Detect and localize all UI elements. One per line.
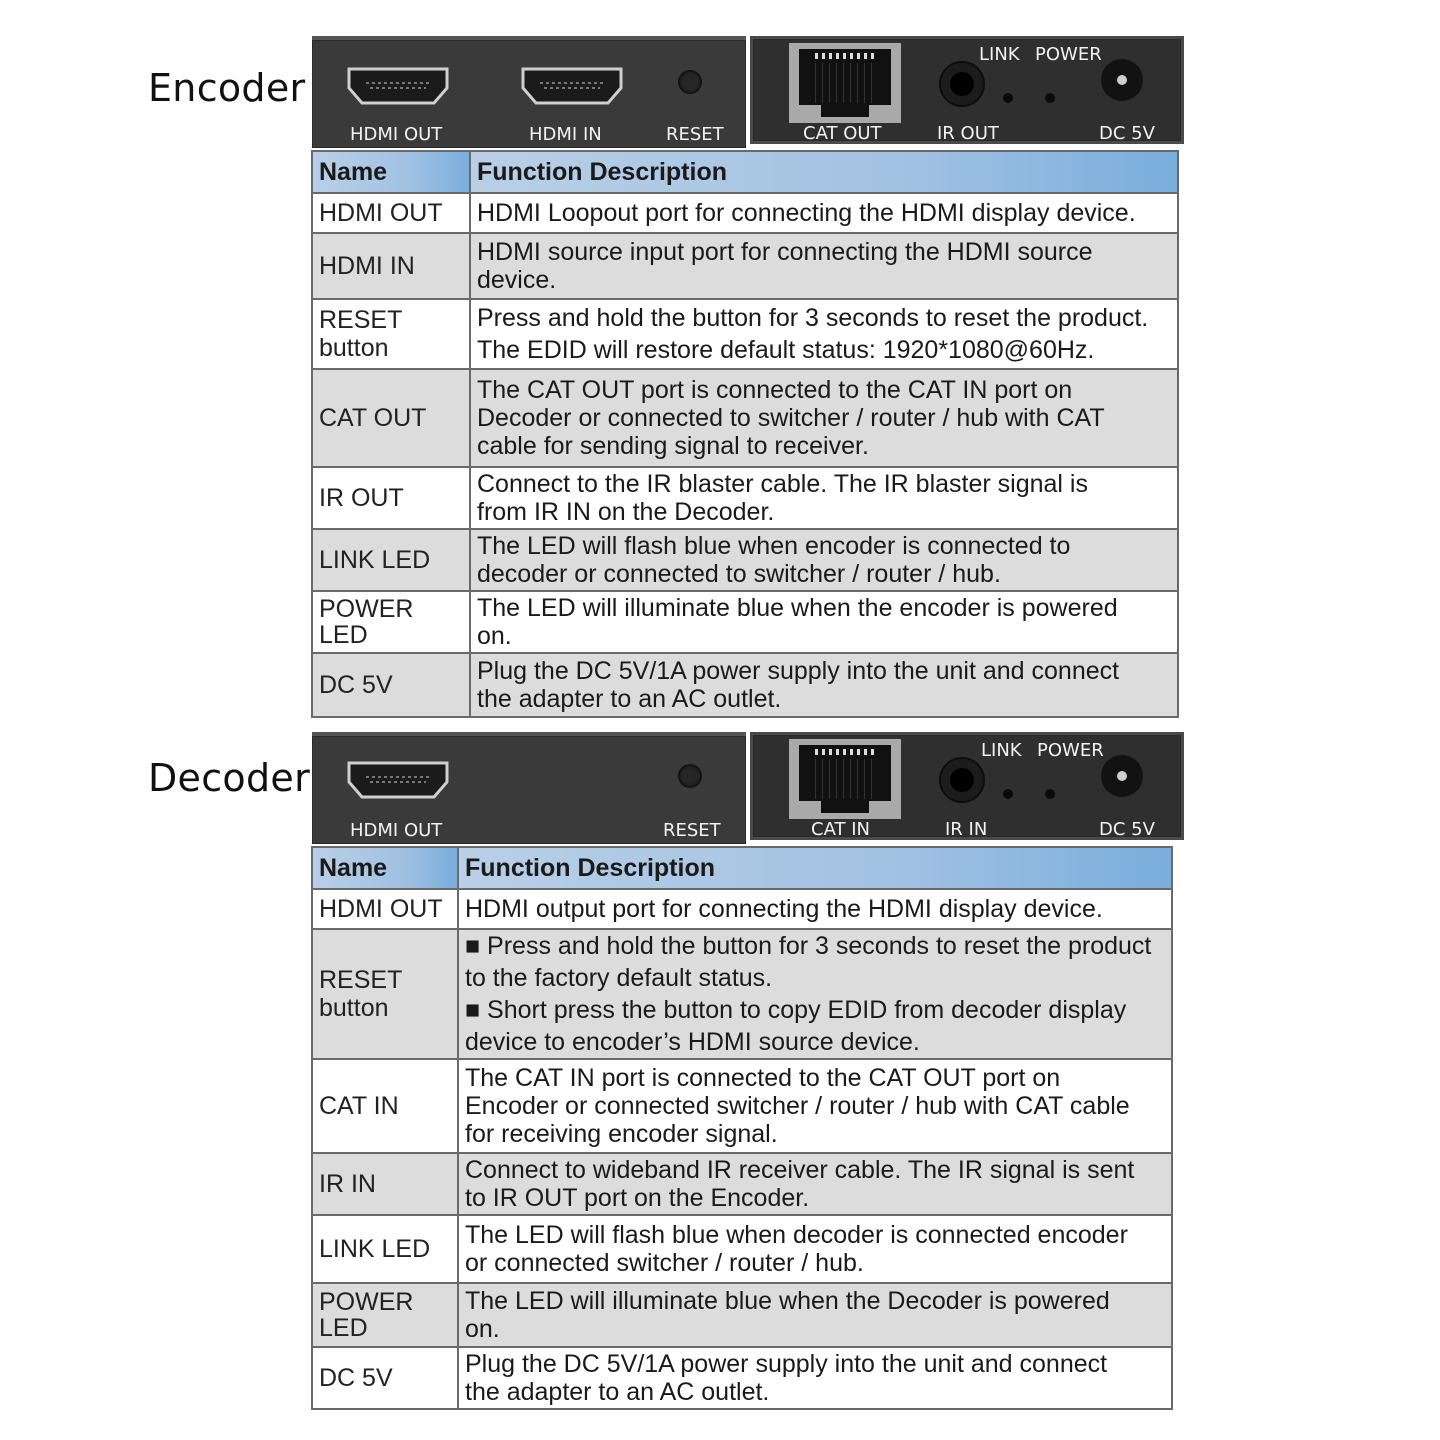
table-row [312, 299, 1178, 369]
port-label-dc-5v: DC 5V [1099, 123, 1155, 144]
row-name: RESET button [312, 299, 470, 369]
encoder-front-panel [312, 36, 746, 148]
column-header-name: Name [312, 847, 458, 889]
link-led-icon [1003, 93, 1013, 103]
row-description: The LED will flash blue when decoder is connected encoder or connected switcher / router / hub. [458, 1215, 1172, 1283]
table-row [312, 369, 1178, 467]
port-label-cat-out: CAT OUT [803, 123, 882, 144]
table-row [312, 889, 1172, 929]
port-label-dc-5v: DC 5V [1099, 819, 1155, 840]
column-header-name: Name [312, 151, 470, 193]
row-name: HDMI IN [312, 233, 470, 299]
row-description: HDMI Loopout port for connecting the HDMI display device. [470, 193, 1178, 233]
dc-jack-icon [1101, 755, 1143, 797]
hdmi-out-port-icon [346, 760, 450, 800]
table-row [312, 529, 1178, 591]
led-label-link: LINK [981, 740, 1022, 761]
cat-port-icon [789, 43, 901, 123]
decoder-function-table [311, 846, 1173, 1410]
reset-button-icon [678, 70, 702, 94]
table-row [312, 1215, 1172, 1283]
row-description: The CAT OUT port is connected to the CAT IN port on Decoder or connected to switcher / router / hub with CAT cable for sending signal to receiver. [470, 369, 1178, 467]
led-label-power: POWER [1037, 740, 1104, 761]
row-name: CAT IN [312, 1059, 458, 1153]
power-led-icon [1045, 789, 1055, 799]
encoder-function-table [311, 150, 1179, 718]
row-name: POWER LED [312, 591, 470, 653]
column-header-description: Function Description [458, 847, 1172, 889]
row-description: The LED will illuminate blue when the encoder is powered on. [470, 591, 1178, 653]
row-description: HDMI output port for connecting the HDMI display device. [458, 889, 1172, 929]
table-row [312, 193, 1178, 233]
row-name: DC 5V [312, 653, 470, 717]
row-description: HDMI source input port for connecting the HDMI source device. [470, 233, 1178, 299]
port-label-reset: RESET [666, 124, 724, 145]
row-description: Press and hold the button for 3 seconds to reset the product. The EDID will restore default status: 1920*1080@60Hz. [470, 299, 1178, 369]
port-label-hdmi-out: HDMI OUT [350, 820, 443, 841]
row-name: HDMI OUT [312, 889, 458, 929]
cat-port-icon [789, 739, 901, 819]
ir-jack-icon [939, 61, 985, 107]
hdmi-out-port-icon [346, 66, 450, 106]
table-row [312, 653, 1178, 717]
table-row [312, 233, 1178, 299]
row-name: IR IN [312, 1153, 458, 1215]
row-name: LINK LED [312, 529, 470, 591]
table-row [312, 1059, 1172, 1153]
row-name: RESET button [312, 929, 458, 1059]
row-description: Plug the DC 5V/1A power supply into the unit and connect the adapter to an AC outlet. [470, 653, 1178, 717]
row-name: POWER LED [312, 1283, 458, 1347]
row-name: LINK LED [312, 1215, 458, 1283]
decoder-title: Decoder [148, 756, 311, 800]
encoder-rear-panel [750, 36, 1184, 144]
decoder-front-panel [312, 732, 746, 844]
port-label-reset: RESET [663, 820, 721, 841]
ir-jack-icon [939, 757, 985, 803]
row-name: CAT OUT [312, 369, 470, 467]
row-description: The LED will illuminate blue when the Decoder is powered on. [458, 1283, 1172, 1347]
table-row [312, 1347, 1172, 1409]
port-label-hdmi-in: HDMI IN [529, 124, 602, 145]
dc-jack-icon [1101, 59, 1143, 101]
led-label-power: POWER [1035, 44, 1102, 65]
port-label-hdmi-out: HDMI OUT [350, 124, 443, 145]
port-label-ir-out: IR OUT [937, 123, 999, 144]
reset-button-icon [678, 764, 702, 788]
row-name: HDMI OUT [312, 193, 470, 233]
decoder-rear-panel [750, 732, 1184, 840]
row-description: The CAT IN port is connected to the CAT OUT port on Encoder or connected switcher / router / hub with CAT cable for receiving encoder signal. [458, 1059, 1172, 1153]
row-description: Connect to wideband IR receiver cable. The IR signal is sent to IR OUT port on the Encoder. [458, 1153, 1172, 1215]
table-row [312, 1283, 1172, 1347]
encoder-title: Encoder [148, 66, 306, 110]
power-led-icon [1045, 93, 1055, 103]
link-led-icon [1003, 789, 1013, 799]
row-description: The LED will flash blue when encoder is connected to decoder or connected to switcher / router / hub. [470, 529, 1178, 591]
row-description: Connect to the IR blaster cable. The IR blaster signal is from IR IN on the Decoder. [470, 467, 1178, 529]
hdmi-in-port-icon [520, 66, 624, 106]
led-label-link: LINK [979, 44, 1020, 65]
port-label-ir-in: IR IN [945, 819, 988, 840]
row-description: Plug the DC 5V/1A power supply into the unit and connect the adapter to an AC outlet. [458, 1347, 1172, 1409]
table-row [312, 467, 1178, 529]
row-description: ■ Press and hold the button for 3 seconds to reset the product to the factory default status. ■ Short press the button to copy EDID from decoder display device to encoder’s HDMI source device. [458, 929, 1172, 1059]
port-label-cat-in: CAT IN [811, 819, 870, 840]
table-row [312, 591, 1178, 653]
row-name: IR OUT [312, 467, 470, 529]
row-name: DC 5V [312, 1347, 458, 1409]
column-header-description: Function Description [470, 151, 1178, 193]
table-row [312, 929, 1172, 1059]
table-row [312, 1153, 1172, 1215]
